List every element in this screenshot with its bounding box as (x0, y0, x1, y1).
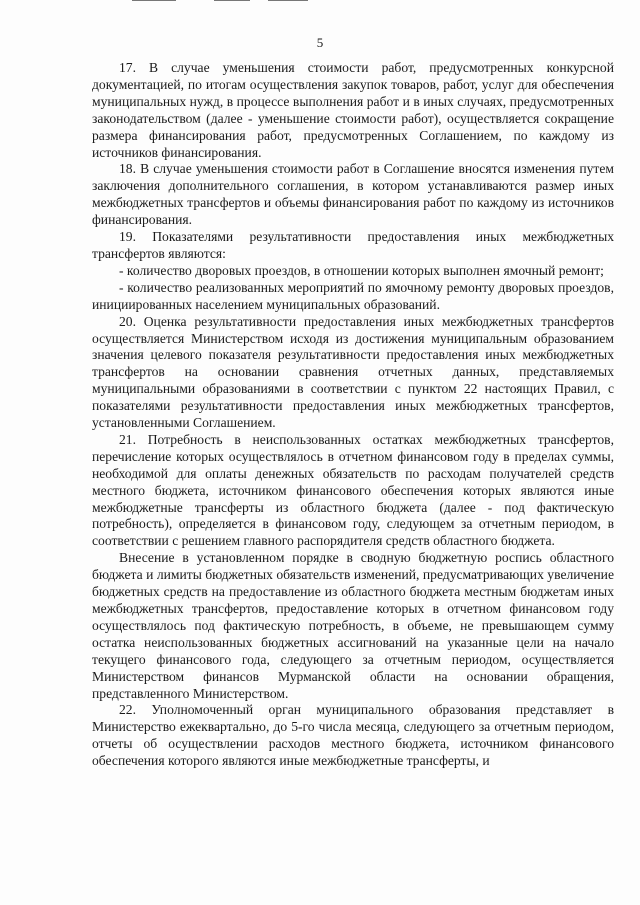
paragraph-21-continued: Внесение в установленном порядке в сводную бюджетную роспись областного бюджета и лимиты бюджетных обязательств изменений, предусматривающих увеличение бюджетных средств на предоставление из областного бюджета местным бюджетам иных межбюджетных трансфертов, предоставление которых в отчетном финансовом году осуществлялось под фактическую потребность, в объеме, не превышающем сумму остатка неиспользованных бюджетных ассигнований на указанные цели на начало текущего финансового года, следующего за отчетным периодом, осуществляется Министерством финансов Мурманской области на основании обращения, представленного Министерством. (92, 550, 614, 701)
paragraph-22: 22. Уполномоченный орган муниципального образования представляет в Министерство ежеквартально, до 5-го числа месяца, следующего за отчетным периодом, отчеты об осуществлении расходов местного бюджета, источником финансового обеспечения которого являются иные межбюджетные трансферты, и (92, 702, 614, 769)
page-number: 5 (316, 35, 324, 50)
scan-edge-mark (132, 0, 176, 1)
paragraph-17: 17. В случае уменьшения стоимости работ, предусмотренных конкурсной документацией, по итогам осуществления закупок товаров, работ, услуг для обеспечения муниципальных нужд, в процессе выполнения работ и в иных случаях, предусмотренных законодательством (далее - уменьшение стоимости работ), осуществляется сокращение размера финансирования работ, предусмотренных Соглашением, по каждому из источников финансирования. (92, 60, 614, 160)
scan-edge-mark (214, 0, 250, 1)
list-item-potholes-repaired: - количество дворовых проездов, в отношении которых выполнен ямочный ремонт; (119, 262, 604, 278)
paragraph-20: 20. Оценка результативности предоставления иных межбюджетных трансфертов осуществляется Министерством исходя из достижения муниципальным образованием значения целевого показателя результативности предоставления иных межбюджетных трансфертов на основании сравнения отчетных данных, представляемых муниципальными образованиями в соответствии с пунктом 22 настоящих Правил, с показателями результативности предоставления иных межбюджетных трансфертов, установленными Соглашением. (92, 313, 614, 431)
scan-edge-mark (268, 0, 308, 1)
paragraph-18: 18. В случае уменьшения стоимости работ в Соглашение вносятся изменения путем заключения дополнительного соглашения, в котором устанавливаются размер иных межбюджетных трансфертов и объемы финансирования работ по каждому из источников финансирования. (92, 161, 614, 228)
list-item-citizen-initiatives: - количество реализованных мероприятий по ямочному ремонту дворовых проездов, инициированных населением муниципальных образований. (92, 279, 614, 312)
paragraph-21: 21. Потребность в неиспользованных остатках межбюджетных трансфертов, перечисление которых осуществлялось в отчетном финансовом году в пределах суммы, необходимой для оплаты денежных обязательств по расходам получателей средств местного бюджета, источником финансового обеспечения которых являются иные межбюджетные трансферты из областного бюджета (далее - под фактическую потребность), определяется в финансовом году, следующем за отчетным периодом, в соответствии с решением главного распорядителя средств областного бюджета. (92, 431, 614, 549)
document-body (92, 60, 614, 770)
paragraph-19: 19. Показателями результативности предоставления иных межбюджетных трансфертов являются: (92, 229, 614, 261)
